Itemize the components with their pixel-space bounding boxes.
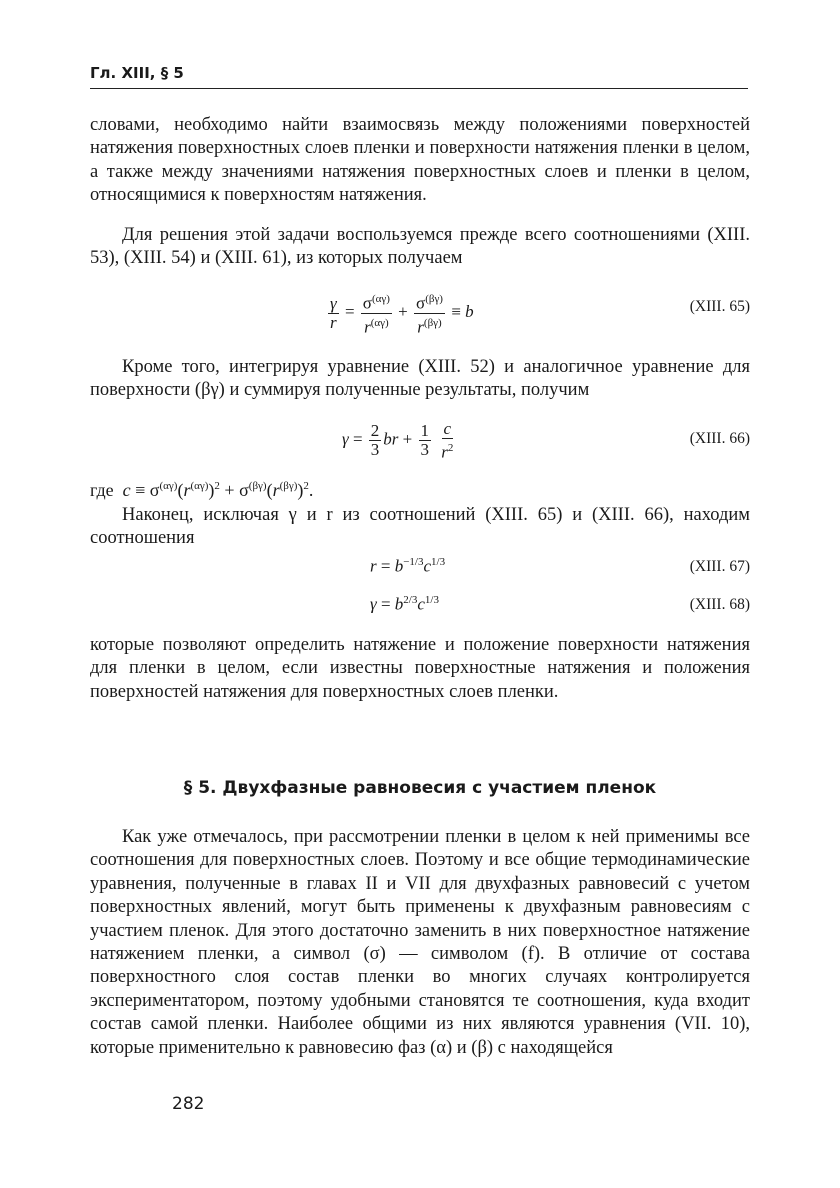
equation-66	[90, 420, 750, 460]
paragraph-6: Как уже отмечалось, при рассмотрении пленки в целом к ней применимы все соотношения для поверхностных слоев. Поэтому и все общие термодинамические уравнения, полученные в главах II и VII для двухфазных равновесий с учетом поверхностных явлений, могут быть применены к двухфазным равновесиям с участием пленок. Для этого достаточно заменить в них поверхностное натяжение натяжением пленки, а символ (σ) — символом (f). В отличие от состава поверхностного слоя состав пленки во многих случаях контролируется экспериментатором, поэтому удобными становятся те соотношения, куда входит состав самой пленки. Наиболее общими из них являются уравнения (VII. 10), которые применительно к равновесию фаз (α) и (β) с находящейся	[90, 827, 750, 1058]
paragraph-4: Наконец, исключая γ и r из соотношений (XIII. 65) и (XIII. 66), находим соотношения	[90, 505, 750, 549]
page-number: 282	[172, 1094, 205, 1114]
equation-number-66: (XIII. 66)	[689, 430, 750, 447]
where-label: где	[90, 480, 114, 500]
definition-c: где $c \equiv \sigma^{(\alpha\gamma)}(r^{(\alpha\gamma)})^2 + \sigma^{(\beta\gamma)}(r^{(\beta\gamma)})^2$.	[90, 480, 314, 500]
paragraph-2: Для решения этой задачи воспользуемся прежде всего соотношениями (XIII. 53), (XIII. 54) и (XIII. 61), из которых получаем	[90, 225, 750, 269]
paragraph-5: которые позволяют определить натяжение и положение поверхности натяжения для пленки в целом, если известны поверхностные натяжения и положения поверхностей натяжения для поверхностных слоев пленки.	[90, 635, 750, 702]
equation-65	[90, 290, 750, 337]
equation-number-67: (XIII. 67)	[689, 558, 750, 575]
running-header: Гл. XIII, § 5	[90, 64, 748, 89]
equation-67: $r = b^{-1/3}c^{1/3}$ (XIII. 67)	[370, 556, 750, 576]
equation-number-65: (XIII. 65)	[689, 298, 750, 315]
equation-number-68: (XIII. 68)	[689, 596, 750, 613]
equation-65-body: $\frac{\gamma}{r}$ = $\frac{\sigma^{(\alpha\gamma)}}{r^{(\alpha\gamma)}}$ + $\frac{\sigma^{(\beta\gamma)}}{r^{(\beta\gamma)}}$ ≡ b	[326, 290, 474, 336]
paragraph-1: словами, необходимо найти взаимосвязь между положениями поверхностей натяжения поверхностных слоев пленки и поверхности натяжения пленки в целом, а также между значениями натяжения поверхностных слоев и пленки в целом, относящимися к поверхностям натяжения.	[90, 115, 750, 206]
equation-68: $\gamma = b^{2/3}c^{1/3}$ (XIII. 68)	[370, 594, 750, 614]
section-heading: § 5. Двухфазные равновесия с участием пленок	[183, 778, 657, 798]
equation-66-body: γ = $\frac{2}{3}$ br + $\frac{1}{3}$ $\frac{c}{r^2}$	[342, 419, 454, 462]
paragraph-3: Кроме того, интегрируя уравнение (XIII. 52) и аналогичное уравнение для поверхности (βγ) и суммируя полученные результаты, получим	[90, 357, 750, 401]
